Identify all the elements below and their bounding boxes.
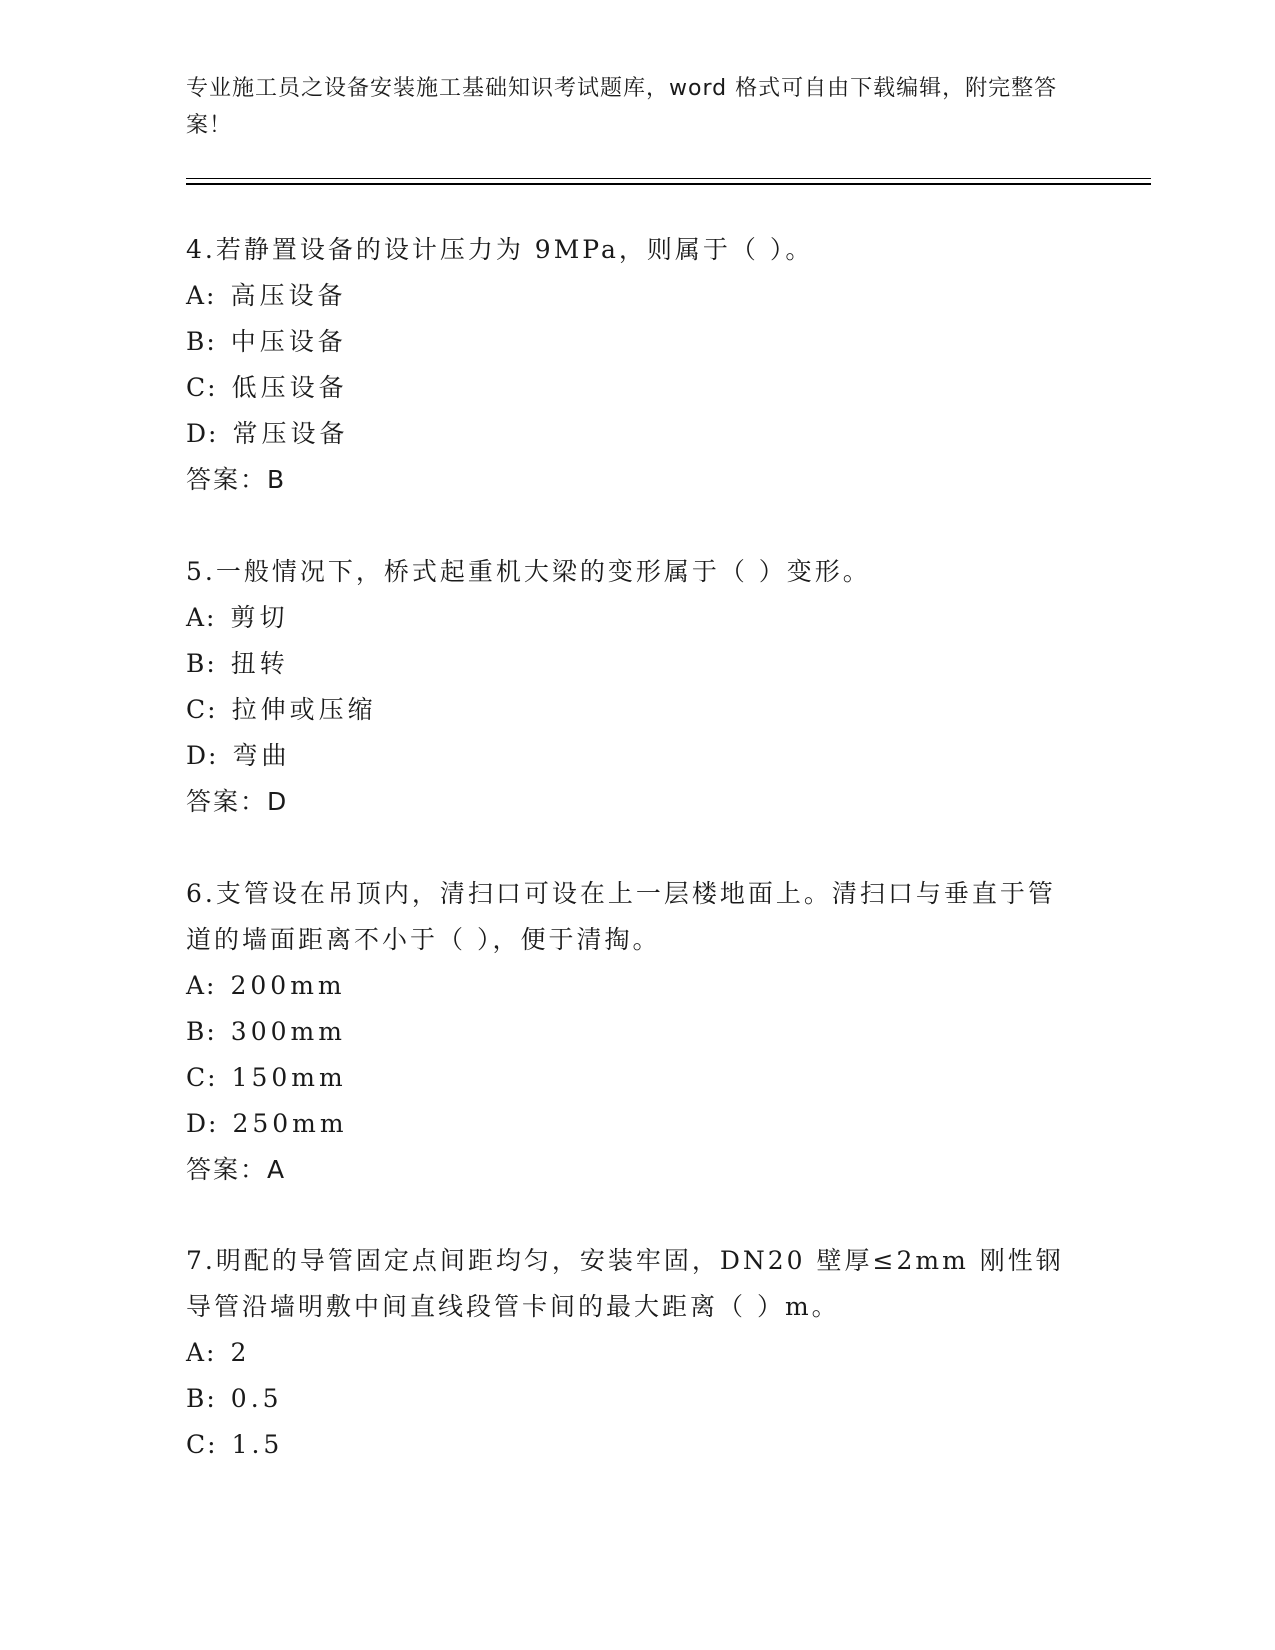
- option-letter: C:: [186, 695, 218, 724]
- answer-line: 答案：D: [186, 787, 289, 816]
- option-text: 剪切: [230, 603, 289, 632]
- option-text: 高压设备: [230, 281, 347, 310]
- option-letter: B:: [186, 1384, 217, 1413]
- option-text: 扭转: [230, 649, 289, 678]
- question-7: [186, 1238, 1066, 1468]
- option-letter: D:: [186, 419, 219, 448]
- option-c: [186, 1422, 1066, 1468]
- option-letter: D:: [186, 1109, 219, 1138]
- option-text: 中压设备: [230, 327, 347, 356]
- option-text: 250mm: [232, 1109, 348, 1138]
- option-text: 低压设备: [231, 373, 348, 402]
- option-c: [186, 1055, 1066, 1101]
- option-b: [186, 319, 1066, 365]
- option-letter: A:: [186, 1338, 217, 1367]
- answer-line: 答案：B: [186, 465, 287, 494]
- option-text: 200mm: [230, 971, 346, 1000]
- header-divider-thin: [186, 178, 1151, 179]
- question-stem: 5.一般情况下，桥式起重机大梁的变形属于（ ）变形。: [186, 557, 871, 586]
- option-letter: B:: [186, 1017, 217, 1046]
- question-5: [186, 549, 1066, 825]
- option-letter: A:: [186, 603, 217, 632]
- question-6: [186, 871, 1066, 1193]
- option-d: [186, 733, 1066, 779]
- option-a: [186, 273, 1066, 319]
- option-b: [186, 1376, 1066, 1422]
- option-letter: C:: [186, 1430, 218, 1459]
- document-header: 专业施工员之设备安装施工基础知识考试题库，word 格式可自由下载编辑，附完整答案！: [186, 76, 1058, 138]
- option-text: 2: [230, 1338, 251, 1367]
- question-stem: 7.明配的导管固定点间距均匀，安装牢固，DN20 壁厚≤2mm 刚性钢导管沿墙明敷中间直线段管卡间的最大距离（ ）m。: [186, 1246, 1064, 1321]
- option-a: [186, 1330, 1066, 1376]
- option-letter: A:: [186, 281, 217, 310]
- option-d: [186, 411, 1066, 457]
- option-a: [186, 963, 1066, 1009]
- question-stem: 4.若静置设备的设计压力为 9MPa，则属于（ ）。: [186, 235, 814, 264]
- option-text: 常压设备: [232, 419, 349, 448]
- option-text: 150mm: [231, 1063, 347, 1092]
- option-letter: C:: [186, 1063, 218, 1092]
- option-letter: B:: [186, 649, 217, 678]
- option-text: 0.5: [230, 1384, 283, 1413]
- option-letter: A:: [186, 971, 217, 1000]
- option-d: [186, 1101, 1066, 1147]
- option-text: 拉伸或压缩: [231, 695, 377, 724]
- option-c: [186, 687, 1066, 733]
- header-divider-thick: [186, 183, 1151, 185]
- option-text: 300mm: [230, 1017, 346, 1046]
- question-stem: 6.支管设在吊顶内，清扫口可设在上一层楼地面上。清扫口与垂直于管道的墙面距离不小于（ ），便于清掏。: [186, 879, 1056, 954]
- option-letter: B:: [186, 327, 217, 356]
- option-b: [186, 1009, 1066, 1055]
- option-text: 1.5: [231, 1430, 284, 1459]
- option-text: 弯曲: [232, 741, 291, 770]
- option-c: [186, 365, 1066, 411]
- question-4: [186, 227, 1066, 503]
- option-letter: D:: [186, 741, 219, 770]
- answer-line: 答案：A: [186, 1155, 287, 1184]
- option-letter: C:: [186, 373, 218, 402]
- option-b: [186, 641, 1066, 687]
- option-a: [186, 595, 1066, 641]
